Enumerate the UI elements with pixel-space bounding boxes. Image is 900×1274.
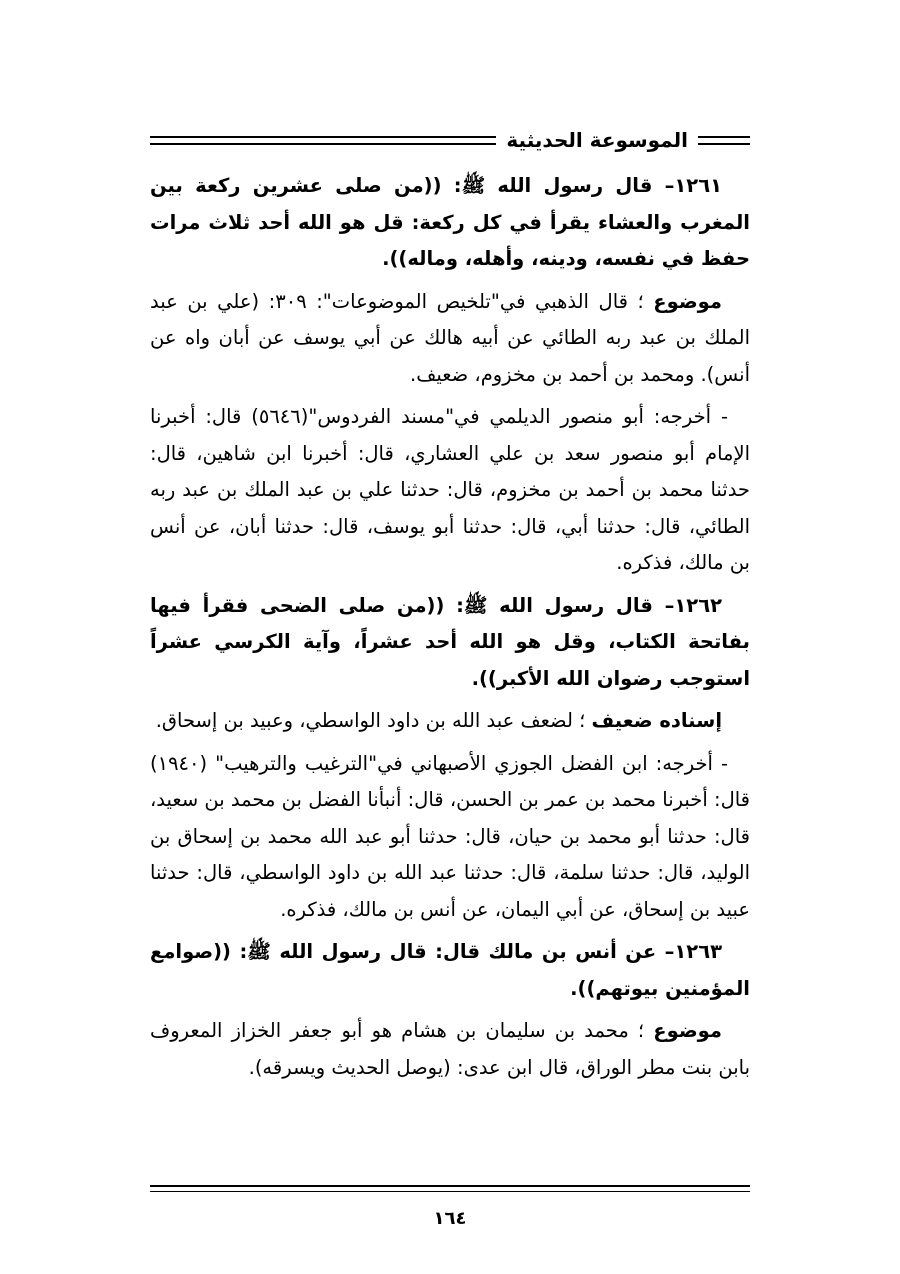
header-rule-right	[698, 136, 750, 145]
hadith-1262-text: ١٢٦٢– قال رسول الله ﷺ: ((من صلى الضحى فقرأ فيها بفاتحة الكتاب، وقل هو الله أحد عشراً، وآية الكرسي عشراً استوجب رضوان الله الأكبر)).	[150, 593, 750, 690]
page-number: ١٦٤	[433, 1208, 467, 1229]
grade-text: ؛ قال الذهبي في"تلخيص الموضوعات": ٣٠٩: (علي بن عبد الملك بن عبد ربه الطائي عن أبيه هالك عن أبي يوسف عن أبان واه عن أنس). ومحمد بن أحمد بن مخزوم، ضعيف.	[150, 289, 750, 386]
grade-text: ؛ لضعف عبد الله بن داود الواسطي، وعبيد بن إسحاق.	[155, 709, 592, 732]
running-header	[150, 124, 750, 156]
grade-label: موضوع	[653, 1019, 722, 1042]
hadith-1261-grade	[150, 284, 750, 394]
hadith-1263-grade	[150, 1013, 750, 1086]
hadith-1261-takhrij: - أخرجه: أبو منصور الديلمي في"مسند الفردوس"(٥٦٤٦) قال: أخبرنا الإمام أبو منصور سعد بن علي العشاري، قال: أخبرنا ابن شاهين، قال: حدثنا محمد بن أحمد بن مخزوم، قال: حدثنا علي بن عبد الملك بن عبد ربه الطائي، قال: حدثنا أبي، قال: حدثنا أبو يوسف، قال: حدثنا أبان، عن أنس بن مالك، فذكره.	[150, 405, 750, 574]
grade-label: إسناده ضعيف	[591, 709, 722, 732]
hadith-1261-text: ١٢٦١– قال رسول الله ﷺ: ((من صلى عشرين ركعة بين المغرب والعشاء يقرأ في كل ركعة: قل هو الله أحد ثلاث مرات حفظ في نفسه، ودينه، وأهله، وماله)).	[150, 174, 750, 270]
hadith-1263-text: ١٢٦٣– عن أنس بن مالك قال: قال رسول الله ﷺ: ((صوامع المؤمنين بيوتهم)).	[150, 940, 750, 1000]
header-title: الموسوعة الحديثية	[506, 128, 688, 152]
footer-rule	[150, 1185, 750, 1192]
header-rule-left	[150, 136, 496, 145]
hadith-1262-grade	[150, 703, 750, 740]
page-body	[150, 168, 750, 1092]
grade-text: ؛ محمد بن سليمان بن هشام هو أبو جعفر الخزاز المعروف بابن بنت مطر الوراق، قال ابن عدى: (يوصل الحديث ويسرقه).	[150, 1019, 750, 1079]
grade-label: موضوع	[653, 289, 722, 313]
hadith-1262-takhrij: - أخرجه: ابن الفضل الجوزي الأصبهاني في"الترغيب والترهيب" (١٩٤٠) قال: أخبرنا محمد بن عمر بن الحسن، قال: أنبأنا الفضل بن محمد بن سعيد، قال: حدثنا أبو محمد بن حيان، قال: حدثنا أبو عبد الله محمد بن إسحاق بن الوليد، قال: حدثنا سلمة، قال: حدثنا عبد الله بن داود الواسطي، قال: حدثنا عبيد بن إسحاق، عن أبي اليمان، عن أنس بن مالك، فذكره.	[150, 751, 750, 921]
